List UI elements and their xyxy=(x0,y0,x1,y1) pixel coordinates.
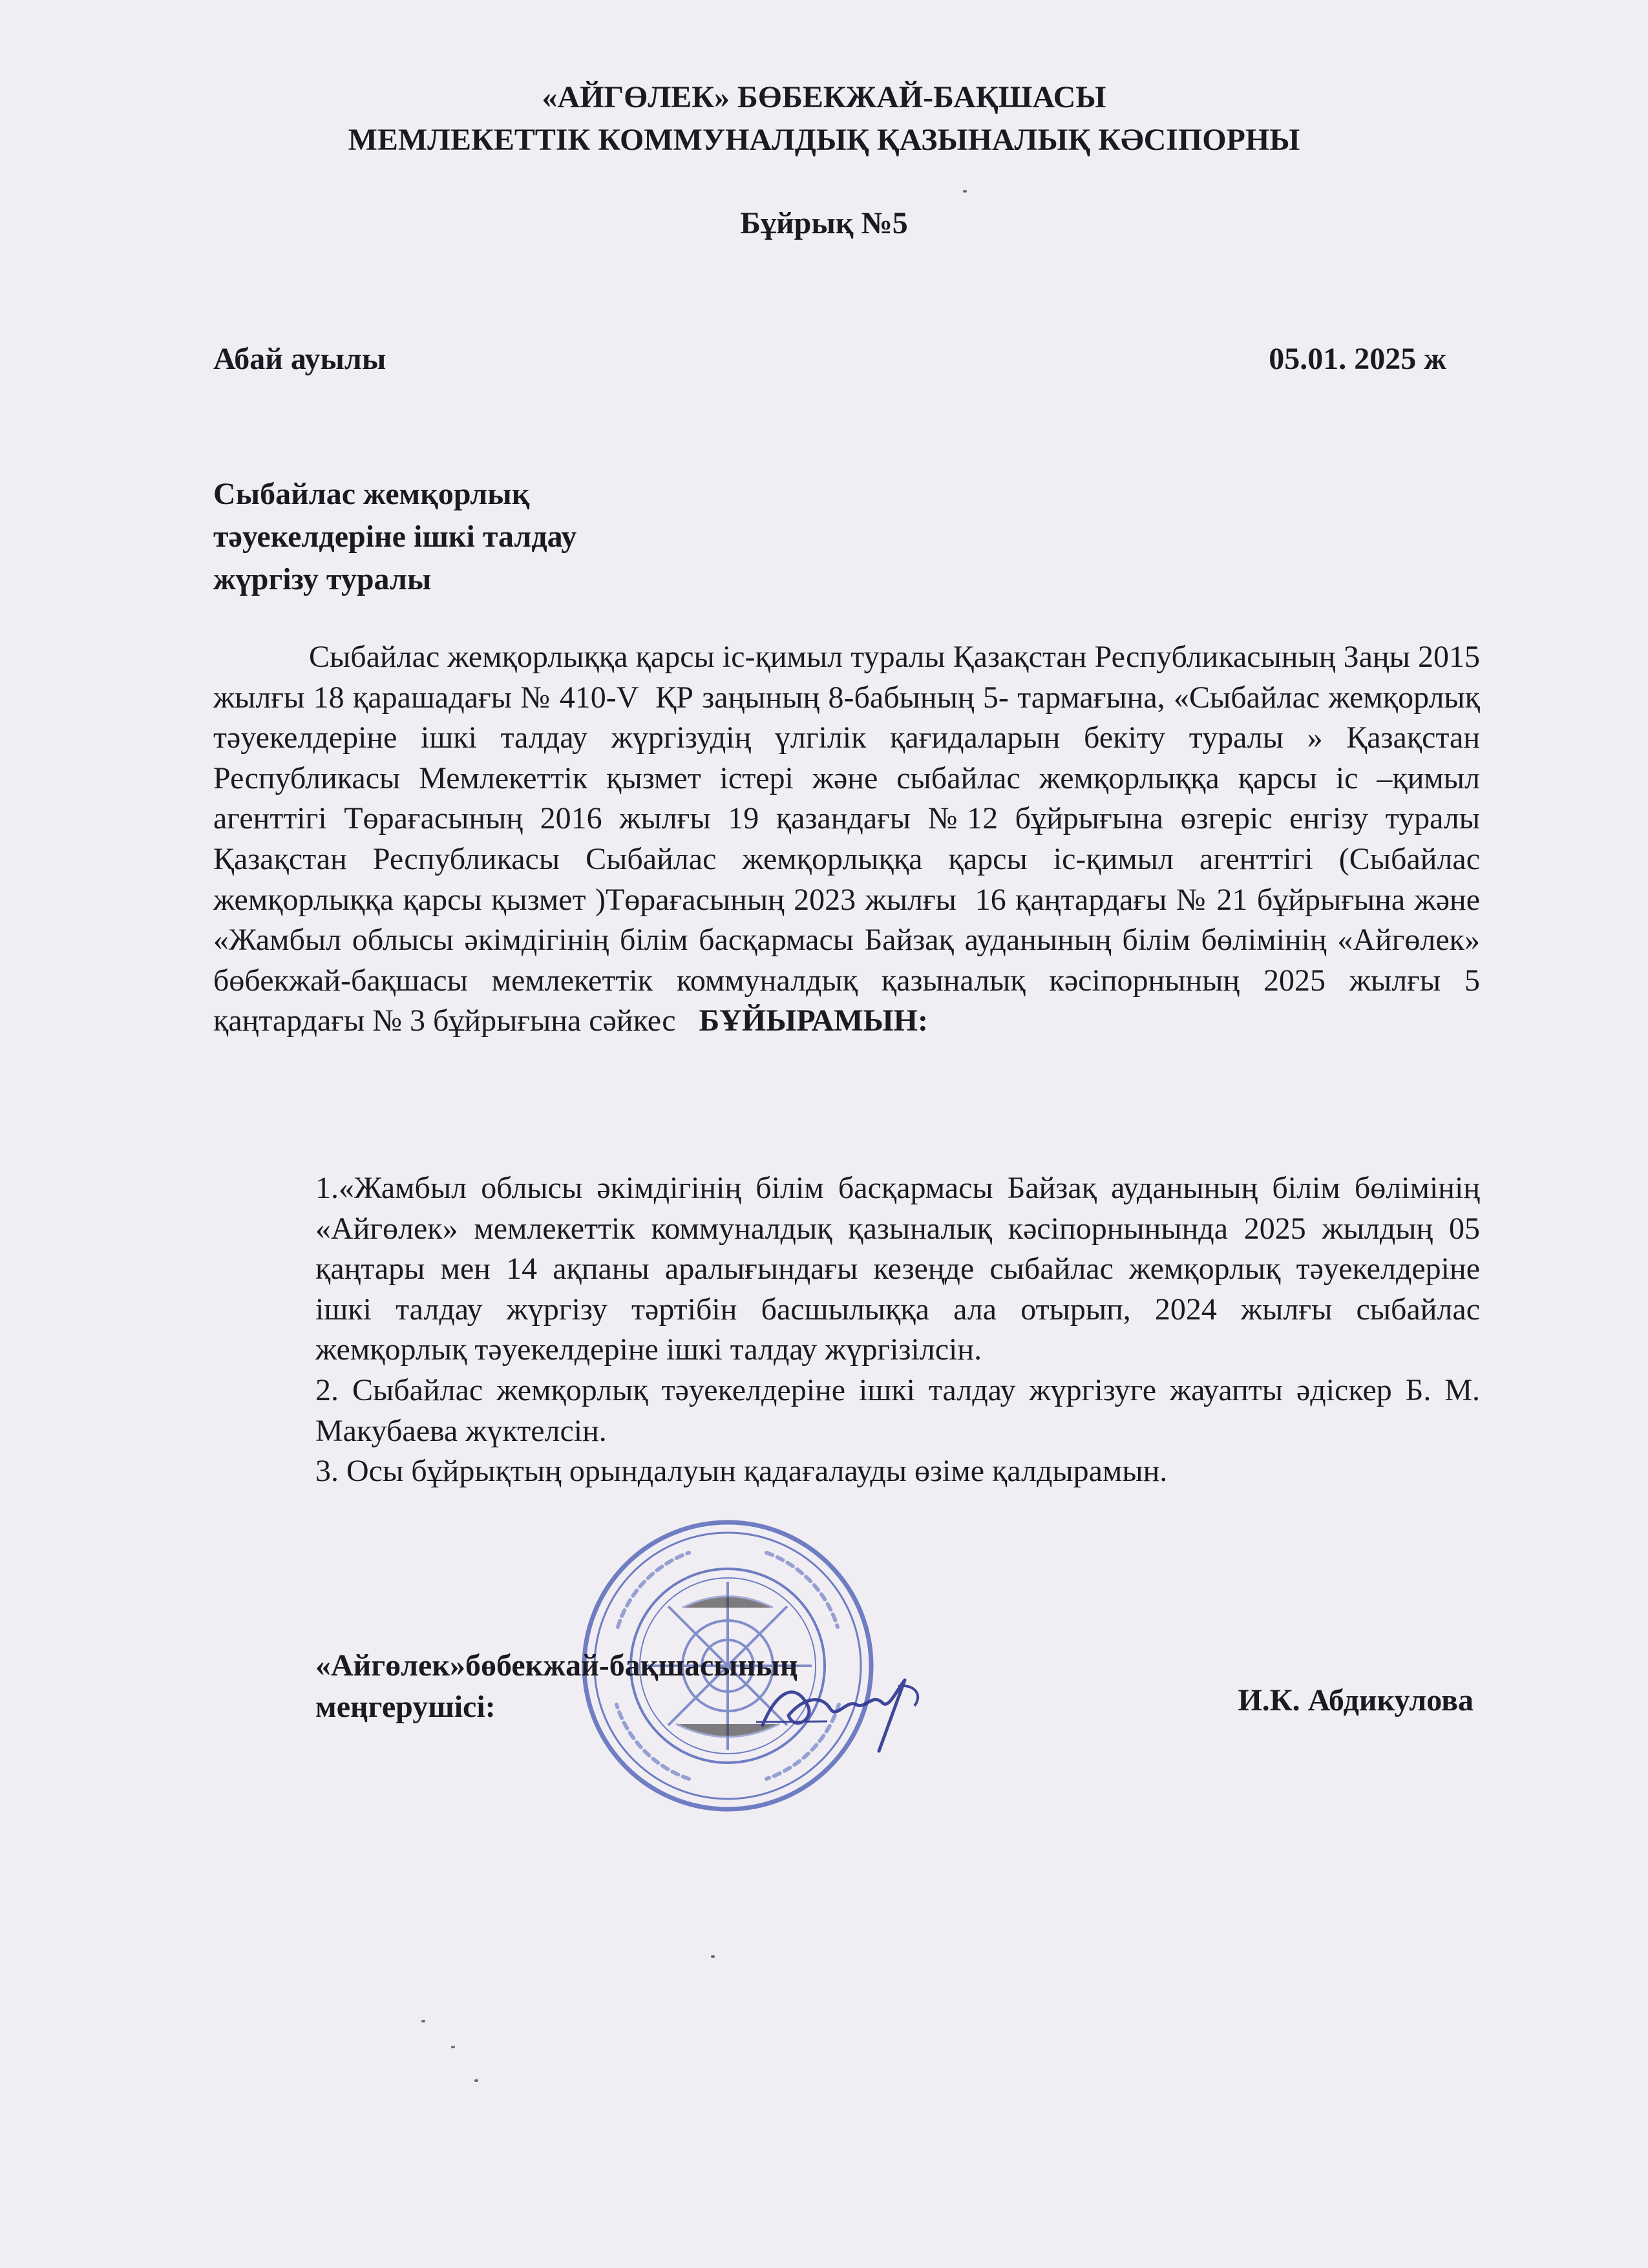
organization-header xyxy=(0,76,1648,162)
preamble-paragraph xyxy=(213,637,1488,1042)
handwritten-signature xyxy=(750,1654,944,1758)
place-name: Абай ауылы xyxy=(213,342,386,376)
signatory-position: меңгерушісі: xyxy=(315,1690,496,1724)
order-word: БҰЙЫРАМЫН: xyxy=(699,1003,928,1038)
order-date: 05.01. 2025 ж xyxy=(1269,342,1446,376)
scan-speck xyxy=(451,2046,455,2048)
signatory-organization: «Айгөлек»бөбекжай-бақшасының xyxy=(315,1648,798,1683)
scan-speck xyxy=(474,2079,478,2082)
subject-line-3: жүргізу туралы xyxy=(213,562,432,596)
subject-line-2: тәуекелдеріне ішкі талдау xyxy=(213,520,577,554)
order-subject xyxy=(213,473,795,601)
signatory-name: И.К. Абдикулова xyxy=(1238,1683,1474,1717)
scan-speck xyxy=(963,190,967,193)
order-item-3: 3. Осы бұйрықтың орындалуын қадағалауды өзіме қалдырамын. xyxy=(315,1454,1168,1489)
scan-speck xyxy=(711,1955,715,1958)
header-line-2: МЕМЛЕКЕТТІК КОММУНАЛДЫҚ ҚАЗЫНАЛЫҚ КӘСІПОРНЫ xyxy=(348,123,1300,157)
order-number: Бұйрық №5 xyxy=(740,206,908,240)
scan-speck xyxy=(421,2020,425,2022)
preamble-text: Сыбайлас жемқорлыққа қарсы іс-қимыл туралы Қазақстан Республикасының Заңы 2015 жылғы 18 қарашадағы № 410-V ҚР заңының 8-бабының 5- тармағына, «Сыбайлас жемқорлық тәуекелдеріне ішкі талдау жүргізудің үлгілік қағидаларын бекіту туралы » Қазақстан Республикасы Мемлекеттік қызмет істері және сыбайлас жемқорлыққа қарсы іс –қимыл агенттігі Төрағасының 2016 жылғы 19 қазандағы №12 бұйрығына өзгеріс енгізу туралы Қазақстан Республикасы Сыбайлас жемқорлыққа қарсы іс-қимыл агенттігі (Сыбайлас жемқорлыққа қарсы қызмет )Төрағасының 2023 жылғы 16 қаңтардағы № 21 бұйрығына және «Жамбыл облысы әкімдігінің білім басқармасы Байзақ ауданының білім бөлімінің «Айгөлек» бөбекжай-бақшасы мемлекеттік коммуналдық қазыналық кәсіпорнының 2025 жылғы 5 қаңтардағы № 3 бұйрығына сәйкес xyxy=(213,640,1488,1038)
subject-line-1: Сыбайлас жемқорлық xyxy=(213,477,530,511)
order-item-1: 1.«Жамбыл облысы әкімдігінің білім басқармасы Байзақ ауданының білім бөлімінің «Айгөлек» мемлекеттік коммуналдық қазыналық кәсіпорнынында 2025 жылдың 05 қаңтары мен 14 ақпаны аралығындағы кезеңде сыбайлас жемқорлық тәуекелдеріне ішкі талдау жүргізу тәртібін басшылыққа ала отырып, 2024 жылғы сыбайлас жемқорлық тәуекелдеріне ішкі талдау жүргізілсін. xyxy=(315,1171,1480,1367)
header-line-1: «АЙГӨЛЕК» БӨБЕКЖАЙ-БАҚШАСЫ xyxy=(542,80,1106,114)
order-item-2: 2. Сыбайлас жемқорлық тәуекелдеріне ішкі талдау жүргізуге жауапты әдіскер Б. М. Макубаева жүктелсін. xyxy=(315,1372,1480,1448)
order-items xyxy=(315,1168,1480,1492)
